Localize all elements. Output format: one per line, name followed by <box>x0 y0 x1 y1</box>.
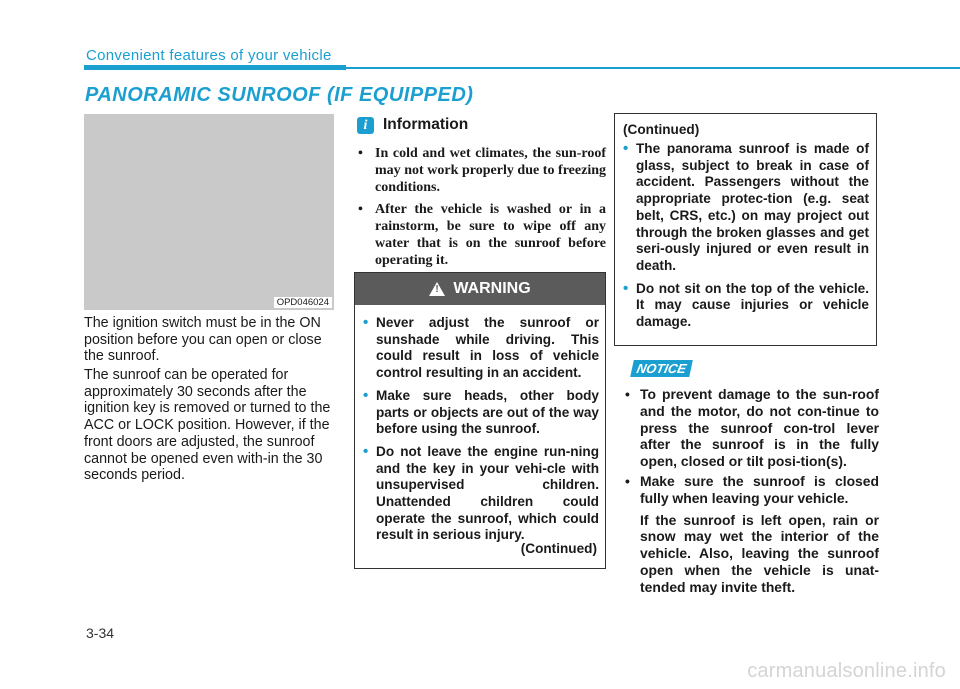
warning-item: • Do not leave the engine run-ning and the key in your vehi-cle with unsupervised children. Unattended children could operate the sunroof, which could result in serious injury. <box>363 444 599 544</box>
information-title: Information <box>383 116 469 133</box>
body-paragraph-2: The sunroof can be operated for approximately 30 seconds after the ignition key is removed or turned to the ACC or LOCK position. However, if the front doors are adjusted, the sunroof cannot be opened even with-in the 30 seconds period. <box>84 367 331 484</box>
warning-item: • Never adjust the sunroof or sunshade while driving. This could result in loss of vehicle control resulting in an accident. <box>363 315 599 382</box>
warning-bar <box>355 273 605 305</box>
information-item: • In cold and wet climates, the sun-roof may not work properly due to freezing conditions. <box>356 145 606 196</box>
warning-label: WARNING <box>453 280 531 297</box>
continued-item: • Do not sit on the top of the vehicle. It may cause injuries or vehicle damage. <box>623 281 869 331</box>
warning-item: • Make sure heads, other body parts or objects are out of the way before using the sunroof. <box>363 388 599 438</box>
warning-continued: (Continued) <box>520 541 597 556</box>
information-item: • After the vehicle is washed or in a rainstorm, be sure to wipe off any water that is on the sunroof before operating it. <box>356 201 606 269</box>
notice-subtext: If the sunroof is left open, rain or snow may wet the interior of the vehicle. Also, leaving the sunroof open when the vehicle is unat-tended may invite theft. <box>640 511 879 595</box>
information-header <box>357 116 468 134</box>
watermark: carmanualsonline.info <box>747 660 946 682</box>
continued-box <box>614 113 877 346</box>
page-number: 3-34 <box>86 625 115 641</box>
notice-item: • To prevent damage to the sun-roof and the motor, do not con-tinue to press the sunroof con-trol lever after the sunroof is in the fully open, closed or tilt posi-tion(s). <box>622 386 879 470</box>
header-rule-thin <box>346 67 960 69</box>
section-title: PANORAMIC SUNROOF (IF EQUIPPED) <box>85 84 474 106</box>
warning-triangle-icon: ! <box>429 282 445 296</box>
header-rule-thick <box>84 65 346 70</box>
body-paragraph-1: The ignition switch must be in the ON position before you can open or close the sunroof. <box>84 315 322 365</box>
notice-list <box>622 386 879 599</box>
information-icon: i <box>357 117 374 134</box>
photo-code: OPD046024 <box>274 297 332 308</box>
notice-badge: NOTICE <box>630 360 693 377</box>
warning-box <box>354 272 606 569</box>
continued-item: • The panorama sunroof is made of glass, subject to break in case of accident. Passengers without the appropriate protec-tion (e.g. seat belt, CRS, etc.) on may project out through the broken glasses and get seri-ously injured or even result in death. <box>623 141 869 275</box>
notice-item-text: Make sure the sunroof is closed fully when leaving your vehicle. <box>640 472 879 506</box>
warning-list <box>363 315 599 550</box>
sunroof-photo <box>84 114 334 310</box>
header-title: Convenient features of your vehicle <box>86 47 332 64</box>
notice-item <box>622 473 879 596</box>
continued-list <box>623 141 869 337</box>
continued-label: (Continued) <box>623 122 700 137</box>
information-list <box>356 145 606 274</box>
